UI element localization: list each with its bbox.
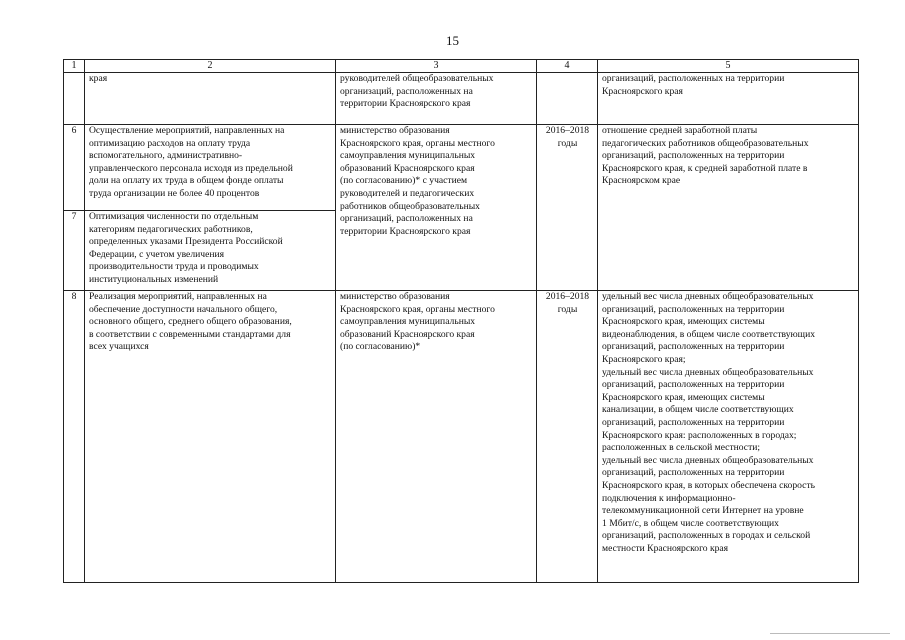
- responsible-cell: министерство образования Красноярского края, органы местного самоуправления муниципальных образований Красноярского края (по согласованию)* с участием руководителей и педагогических работников общеобразовательных организаций, расположенных на территории Красноярского края: [336, 125, 537, 291]
- indicator-cell: организаций, расположенных на территории Красноярского края: [598, 73, 859, 125]
- program-table: [63, 59, 859, 583]
- column-header: 1: [64, 60, 85, 73]
- responsible-cell: руководителей общеобразовательных организаций, расположенных на территории Красноярского края: [336, 73, 537, 125]
- table-row: [64, 125, 859, 211]
- indicator-cell: отношение средней заработной платы педагогических работников общеобразовательных организаций, расположенных на территории Красноярского края, к средней заработной плате в Красноярском крае: [598, 125, 859, 291]
- row-number: 8: [64, 291, 85, 583]
- activity-cell: Осуществление мероприятий, направленных на оптимизацию расходов на оплату труда вспомогательного, административно- управленческого персонала исходя из предельной доли на оплату их труда в общем фонде оплаты труда организации не более 40 процентов: [85, 125, 336, 211]
- period-cell: 2016–2018 годы: [537, 125, 598, 291]
- row-number: 6: [64, 125, 85, 211]
- page-number: 15: [446, 33, 459, 48]
- column-header: 4: [537, 60, 598, 73]
- row-number: 7: [64, 211, 85, 291]
- period-cell: 2016–2018 годы: [537, 291, 598, 583]
- column-header: 3: [336, 60, 537, 73]
- row-number: [64, 73, 85, 125]
- table-row: [64, 73, 859, 125]
- activity-cell: края: [85, 73, 336, 125]
- scan-artifact-line: [770, 633, 890, 634]
- period-cell: [537, 73, 598, 125]
- activity-cell: Оптимизация численности по отдельным категориям педагогических работников, определенных указами Президента Российской Федерации, с учетом увеличения производительности труда и проводимых институциональных изменений: [85, 211, 336, 291]
- table-row: [64, 291, 859, 583]
- indicator-cell: удельный вес числа дневных общеобразовательных организаций, расположенных на территории Красноярского края, имеющих системы видеонаблюдения, в общем числе соответствующих организаций, расположенных на территории Красноярского края; удельный вес числа дневных общеобразовательных организаций, расположенных на территории Красноярского края, имеющих системы канализации, в общем числе соответствующих организаций, расположенных на территории Красноярского края: расположенных в городах; расположенных в сельской местности; удельный вес числа дневных общеобразовательных организаций, расположенных на территории Красноярского края, в которых обеспечена скорость подключения к информационно- телекоммуникационной сети Интернет на уровне 1 Мбит/с, в общем числе соответствующих организаций, расположенных в городах и сельской местности Красноярского края: [598, 291, 859, 583]
- column-header: 2: [85, 60, 336, 73]
- column-header: 5: [598, 60, 859, 73]
- column-header-row: [64, 60, 859, 73]
- activity-cell: Реализация мероприятий, направленных на обеспечение доступности начального общего, основного общего, среднего общего образования, в соответствии с современными стандартами для всех учащихся: [85, 291, 336, 583]
- responsible-cell: министерство образования Красноярского края, органы местного самоуправления муниципальных образований Красноярского края (по согласованию)*: [336, 291, 537, 583]
